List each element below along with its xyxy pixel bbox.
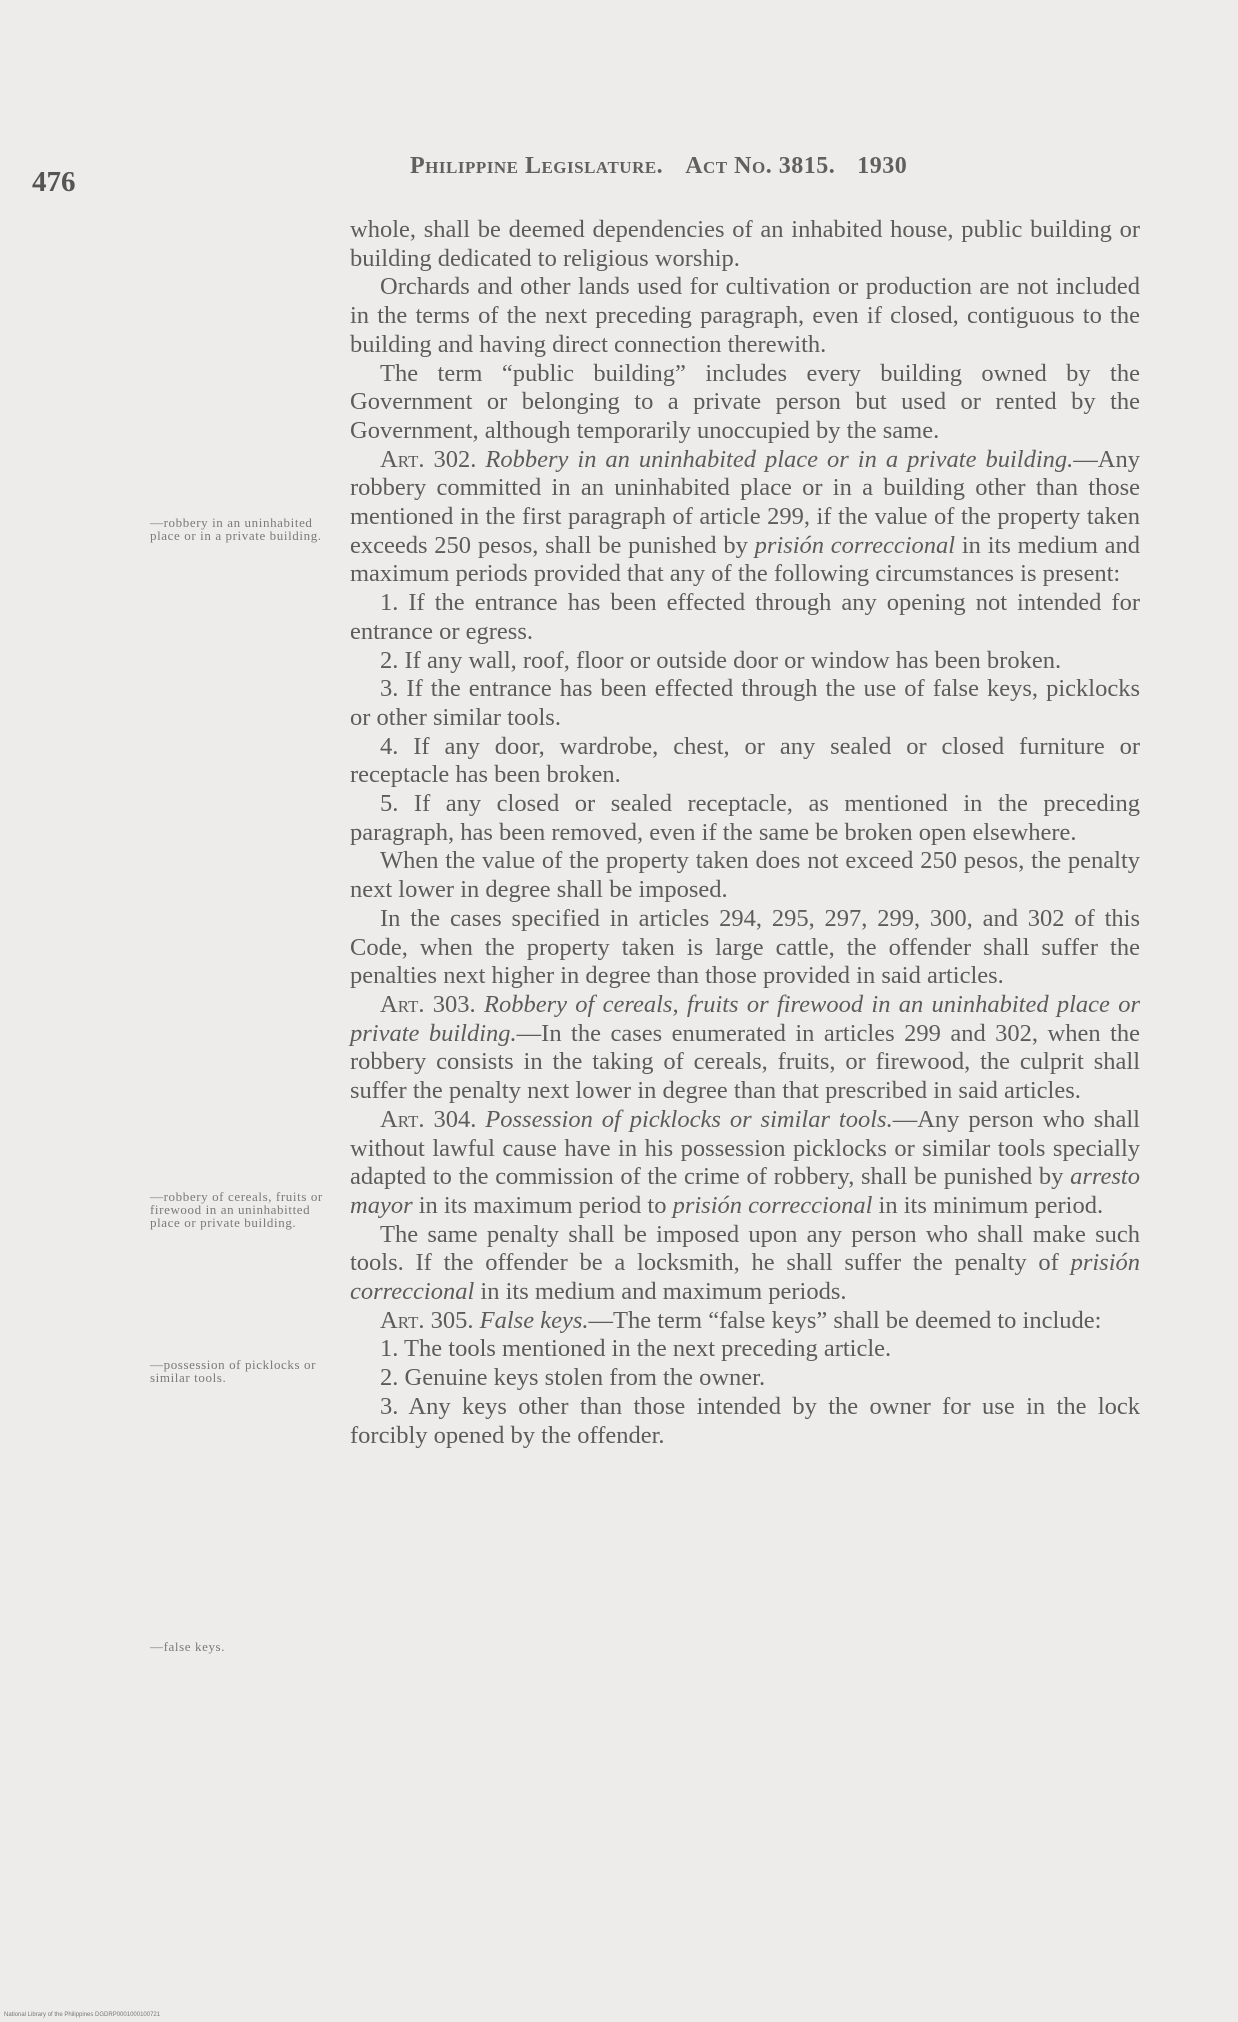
sidenote-art303: —robbery of cereals, fruits or firewood in an uninhabitted place or private building. [150, 1189, 323, 1230]
running-head-act: Act No. 3815. [685, 153, 836, 179]
article-303-title: Robbery of cereals, fruits or firewood in an uninhabited place or private building. [350, 990, 1140, 1047]
article-303-body: —In the cases enumerated in articles 299 and 302, when the robbery consists in the taking of cereals, fruits, or firewood, the culprit shall suffer the penalty next lower in degree than that prescribed in said articles. [350, 1019, 1140, 1105]
paragraph-cases: In the cases specified in articles 294, 295, 297, 299, 300, and 302 of this Code, when the property taken is large cattle, the offender shall suffer the penalties next higher in degree than those provided in said articles. [350, 904, 1140, 990]
article-305-number: Art. 305. [380, 1306, 474, 1334]
article-302-title: Robbery in an uninhabited place or in a private building. [485, 445, 1074, 473]
article-302-body-a: —Any robbery committed in an uninhabited place or in a building other than those mentioned in the first paragraph of article 299, if the value of the property taken exceeds 250 pesos, shall be punished by [350, 445, 1140, 559]
list-item: 2. Genuine keys stolen from the owner. [380, 1364, 766, 1392]
paragraph-same-penalty-term: prisión correccional [350, 1249, 1140, 1306]
sidenote-art302: —robbery in an uninhabited place or in a private building. [150, 515, 322, 543]
article-304-term-prision: prisión correccional [672, 1191, 873, 1219]
running-head-year: 1930 [857, 153, 908, 179]
list-item: 3. If the entrance has been effected through the use of false keys, picklocks or other similar tools. [350, 675, 1140, 731]
article-304-body-a: —Any person who shall without lawful cause have in his possession picklocks or similar tools specially adapted to the commission of the crime of robbery, shall be punished by [350, 1105, 1140, 1191]
article-305 [350, 1307, 1140, 1336]
article-304-body-b: in its maximum period to [418, 1191, 667, 1219]
paragraph-value: When the value of the property taken does not exceed 250 pesos, the penalty next lower in degree shall be imposed. [350, 847, 1140, 904]
paragraph-same-penalty-end: in its medium and maximum periods. [480, 1278, 847, 1306]
list-item: 5. If any closed or sealed receptacle, as mentioned in the preceding paragraph, has been removed, even if the same be broken open elsewhere. [350, 790, 1140, 846]
list-item: 1. The tools mentioned in the next preceding article. [380, 1335, 892, 1363]
article-304-title: Possession of picklocks or similar tools. [485, 1105, 893, 1133]
paragraph-orchards: Orchards and other lands used for cultivation or production are not included in the terms of the next preceding paragraph, even if closed, contiguous to the building and having direct connection therewith. [350, 273, 1140, 358]
body-text [350, 216, 1140, 1450]
article-304-term-arresto: arresto mayor [350, 1163, 1140, 1219]
article-304-body-c: in its minimum period. [878, 1191, 1104, 1219]
list-item: 4. If any door, wardrobe, chest, or any sealed or closed furniture or receptacle has been broken. [350, 732, 1140, 789]
page-number: 476 [32, 166, 76, 198]
paragraph-same-penalty [350, 1221, 1140, 1307]
running-head-legislature: Philippine Legislature. [410, 153, 664, 179]
list-item: 1. If the entrance has been effected through any opening not intended for entrance or egress. [350, 589, 1140, 645]
article-304-number: Art. 304. [380, 1105, 477, 1133]
running-head [410, 153, 907, 180]
article-303-number: Art. 303. [380, 990, 476, 1018]
article-302 [350, 446, 1140, 590]
article-303 [350, 991, 1140, 1106]
paragraph-public-building: The term “public building” includes every building owned by the Government or belonging to a private person but used or rented by the Government, although temporarily unoccupied by the same. [350, 359, 1140, 444]
article-302-number: Art. 302. [380, 445, 477, 473]
paragraph-same-penalty-text: The same penalty shall be imposed upon any person who shall make such tools. If the offender be a locksmith, he shall suffer the penalty of [350, 1220, 1140, 1277]
list-item: 2. If any wall, roof, floor or outside door or window has been broken. [380, 646, 1062, 674]
article-302-body-b: in its medium and maximum periods provided that any of the following circumstances is present: [350, 531, 1141, 588]
article-304 [350, 1106, 1140, 1221]
sidenote-art305: —false keys. [150, 1639, 226, 1654]
scan-credit: National Library of the Philippines DGDRP0001000100721 [4, 2012, 161, 2018]
list-item: 3. Any keys other than those intended by the owner for use in the lock forcibly opened by the offender. [350, 1392, 1140, 1449]
article-302-term: prisión correccional [754, 531, 956, 559]
article-305-title: False keys. [479, 1306, 589, 1334]
sidenote-art304: —possession of picklocks or similar tools. [150, 1357, 317, 1385]
paragraph-continued: whole, shall be deemed dependencies of an inhabited house, public building or building dedicated to religious worship. [350, 216, 1140, 272]
article-305-body: —The term “false keys” shall be deemed to include: [588, 1306, 1102, 1334]
